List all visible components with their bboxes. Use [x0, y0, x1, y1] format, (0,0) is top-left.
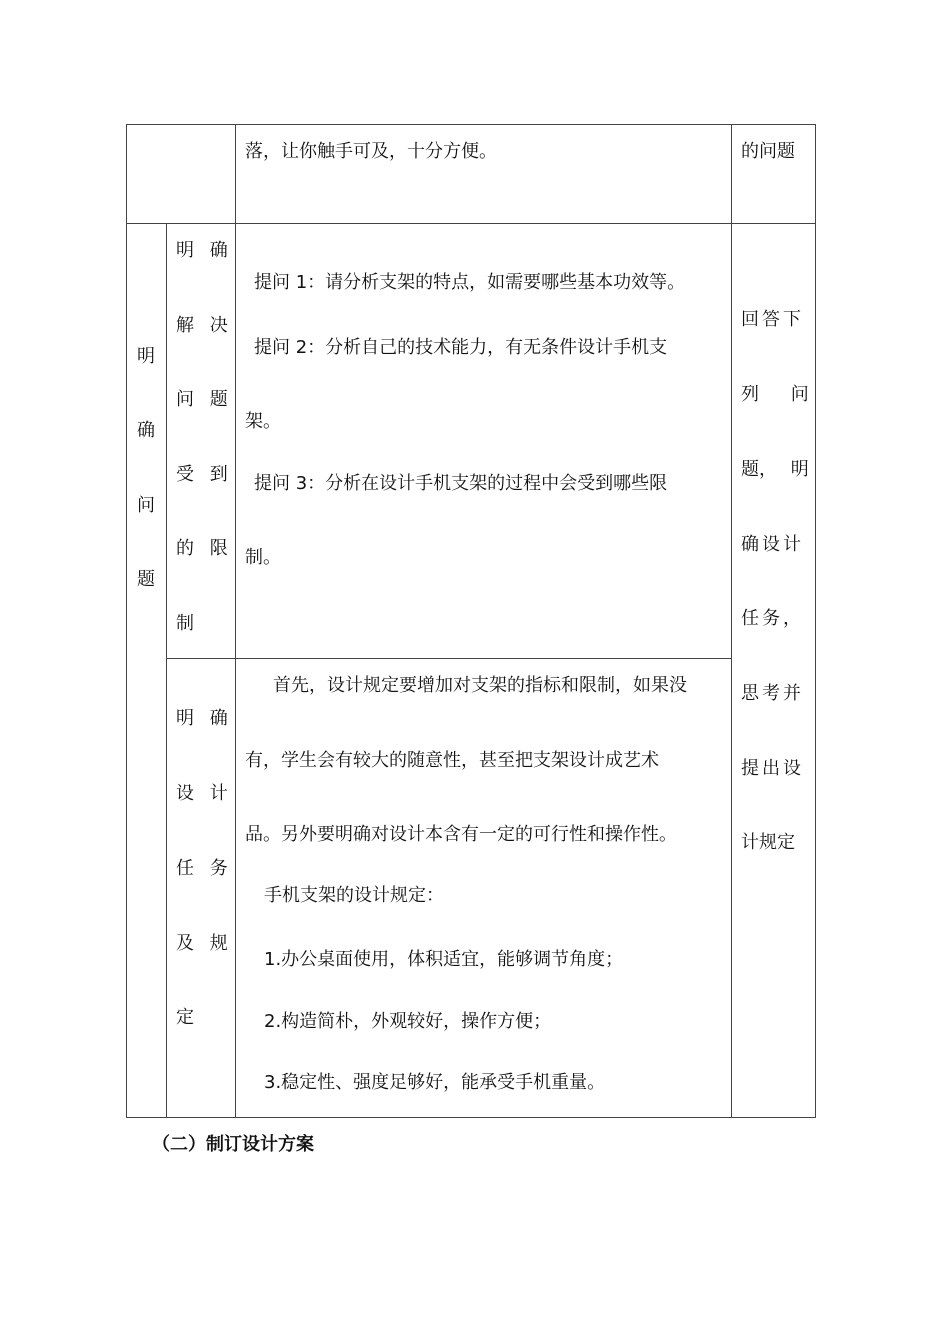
sub2-label-line: 设 计 — [176, 783, 228, 804]
sub1-question-3-cont: 制。 — [245, 547, 281, 568]
section-label-char: 问 — [137, 495, 155, 516]
row-divider — [126, 223, 816, 224]
sub2-paragraph-line: 首先，设计规定要增加对支架的指标和限制，如果没 — [273, 675, 687, 696]
sub2-paragraph-line: 有，学生会有较大的随意性，甚至把支架设计成艺术 — [245, 750, 659, 771]
activity-line: 回答下 — [741, 309, 804, 330]
sub2-paragraph-line: 品。另外要明确对设计本含有一定的可行性和操作性。 — [245, 824, 677, 845]
subrow-divider — [166, 658, 732, 659]
sub2-spec-title: 手机支架的设计规定： — [264, 885, 444, 906]
sub1-label-line: 制 — [176, 613, 194, 634]
top-row-activity: 的问题 — [741, 141, 795, 162]
sub2-label-line: 明 确 — [176, 708, 228, 729]
sub1-question-2-cont: 架。 — [245, 411, 281, 432]
col-divider-2 — [235, 124, 236, 1118]
activity-line: 确设计 — [741, 534, 804, 555]
section-label-char: 题 — [137, 569, 155, 590]
sub2-label-line: 任 务 — [176, 858, 228, 879]
activity-line: 列 问 — [741, 384, 809, 405]
activity-line: 任务， — [741, 608, 804, 629]
sub1-question-2: 提问 2：分析自己的技术能力，有无条件设计手机支 — [254, 337, 668, 358]
sub1-label-line: 受 到 — [176, 464, 228, 485]
sub1-label-line: 的 限 — [176, 538, 228, 559]
section-heading: （二）制订设计方案 — [152, 1134, 314, 1155]
activity-line: 思考并 — [741, 683, 804, 704]
section-label-char: 明 — [137, 346, 155, 367]
sub1-label-line: 明 确 — [176, 240, 228, 261]
sub2-label-line: 及 规 — [176, 933, 228, 954]
sub2-spec-item-1: 1.办公桌面使用，体积适宜，能够调节角度； — [264, 949, 624, 970]
section-label-char: 确 — [137, 420, 155, 441]
sub1-label-line: 解 决 — [176, 315, 228, 336]
activity-line: 提出设 — [741, 758, 804, 779]
sub2-label-line: 定 — [176, 1007, 194, 1028]
sub1-label-line: 问 题 — [176, 389, 228, 410]
sub1-question-3: 提问 3：分析在设计手机支架的过程中会受到哪些限 — [254, 473, 668, 494]
top-row-content: 落，让你触手可及，十分方便。 — [245, 141, 497, 162]
activity-line: 计规定 — [741, 832, 795, 853]
sub2-spec-item-3: 3.稳定性、强度足够好，能承受手机重量。 — [264, 1072, 606, 1093]
col-divider-1 — [166, 223, 167, 1118]
col-divider-3 — [731, 124, 732, 1118]
activity-line: 题， 明 — [741, 459, 809, 480]
sub1-question-1: 提问 1：请分析支架的特点，如需要哪些基本功效等。 — [254, 272, 686, 293]
sub2-spec-item-2: 2.构造简朴，外观较好，操作方便； — [264, 1011, 552, 1032]
